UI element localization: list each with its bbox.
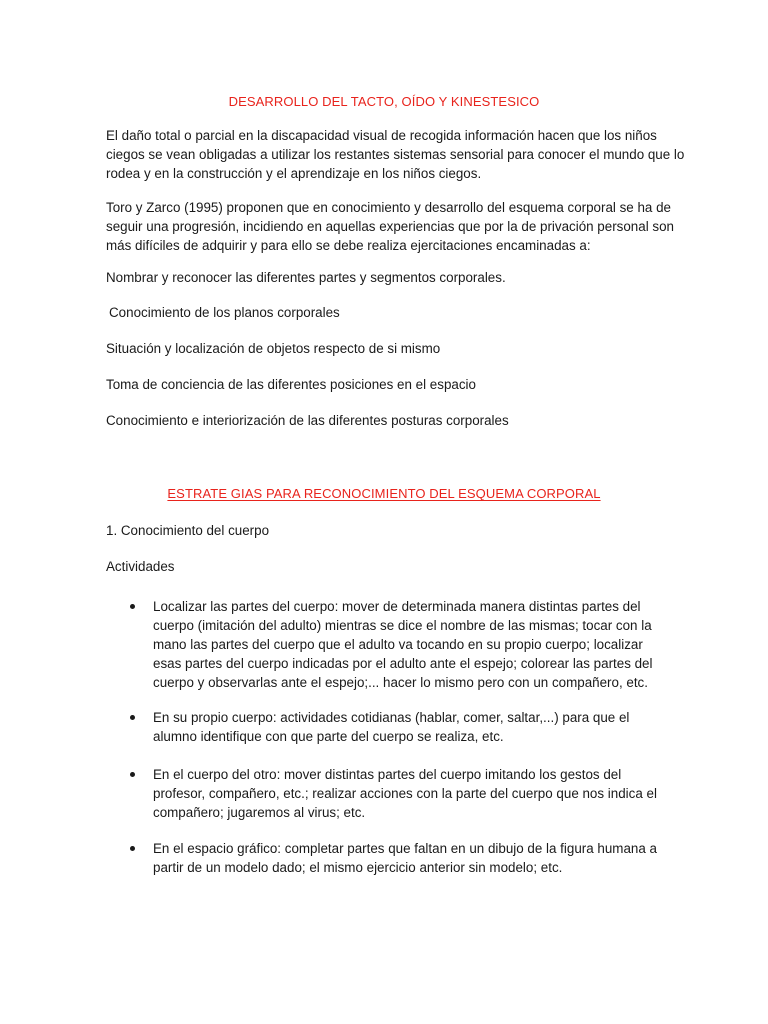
heading-estrategias: ESTRATE GIAS PARA RECONOCIMIENTO DEL ESQUEMA CORPORAL xyxy=(167,486,601,501)
bullet-text: En el cuerpo del otro: mover distintas partes del cuerpo imitando los gestos del profesor, compañero, etc.; realizar acciones con la parte del cuerpo que nos indica el compañero; jugaremos al virus; etc. xyxy=(153,767,657,820)
intro-paragraph: El daño total o parcial en la discapacidad visual de recogida información hacen que los niños ciegos se vean obligadas a utilizar los restantes sistemas sensorial para conocer el mundo que lo rodea y en la construcción y el aprendizaje en los niños ciegos. xyxy=(106,128,685,181)
bullet-dot-icon xyxy=(130,846,135,851)
list-item: Conocimiento e interiorización de las diferentes posturas corporales xyxy=(106,413,509,428)
list-item: Nombrar y reconocer las diferentes partes y segmentos corporales. xyxy=(106,270,506,285)
heading-desarrollo: DESARROLLO DEL TACTO, OÍDO Y KINESTESICO xyxy=(228,94,540,109)
toro-zarco-paragraph: Toro y Zarco (1995) proponen que en conocimiento y desarrollo del esquema corporal se ha de seguir una progresión, incidiendo en aquellas experiencias que por la de privación personal son más difíciles de adquirir y para ello se debe realiza ejercitaciones encaminadas a: xyxy=(106,200,674,253)
list-item: Toma de conciencia de las diferentes posiciones en el espacio xyxy=(106,377,476,392)
bullet-dot-icon xyxy=(130,604,135,609)
bullet-text: En su propio cuerpo: actividades cotidianas (hablar, comer, saltar,...) para que el alumno identifique con que parte del cuerpo se realiza, etc. xyxy=(153,710,630,744)
bullet-text: Localizar las partes del cuerpo: mover de determinada manera distintas partes del cuerpo (imitación del adulto) mientras se dice el nombre de las mismas; tocar con la mano las partes del cuerpo que el adulto va tocando en su propio cuerpo; localizar esas partes del cuerpo indicadas por el adulto ante el espejo; colorear las partes del cuerpo y observarlas ante el espejo;... hacer lo mismo pero con un compañero, etc. xyxy=(153,599,653,690)
bullet-dot-icon xyxy=(130,772,135,777)
list-item: Conocimiento de los planos corporales xyxy=(109,305,340,320)
bullet-text: En el espacio gráfico: completar partes que faltan en un dibujo de la figura humana a partir de un modelo dado; el mismo ejercicio anterior sin modelo; etc. xyxy=(153,841,657,875)
list-item: Situación y localización de objetos respecto de si mismo xyxy=(106,341,441,356)
section-heading: 1. Conocimiento del cuerpo xyxy=(106,523,270,538)
activities-label: Actividades xyxy=(106,559,175,574)
bullet-dot-icon xyxy=(130,715,135,720)
